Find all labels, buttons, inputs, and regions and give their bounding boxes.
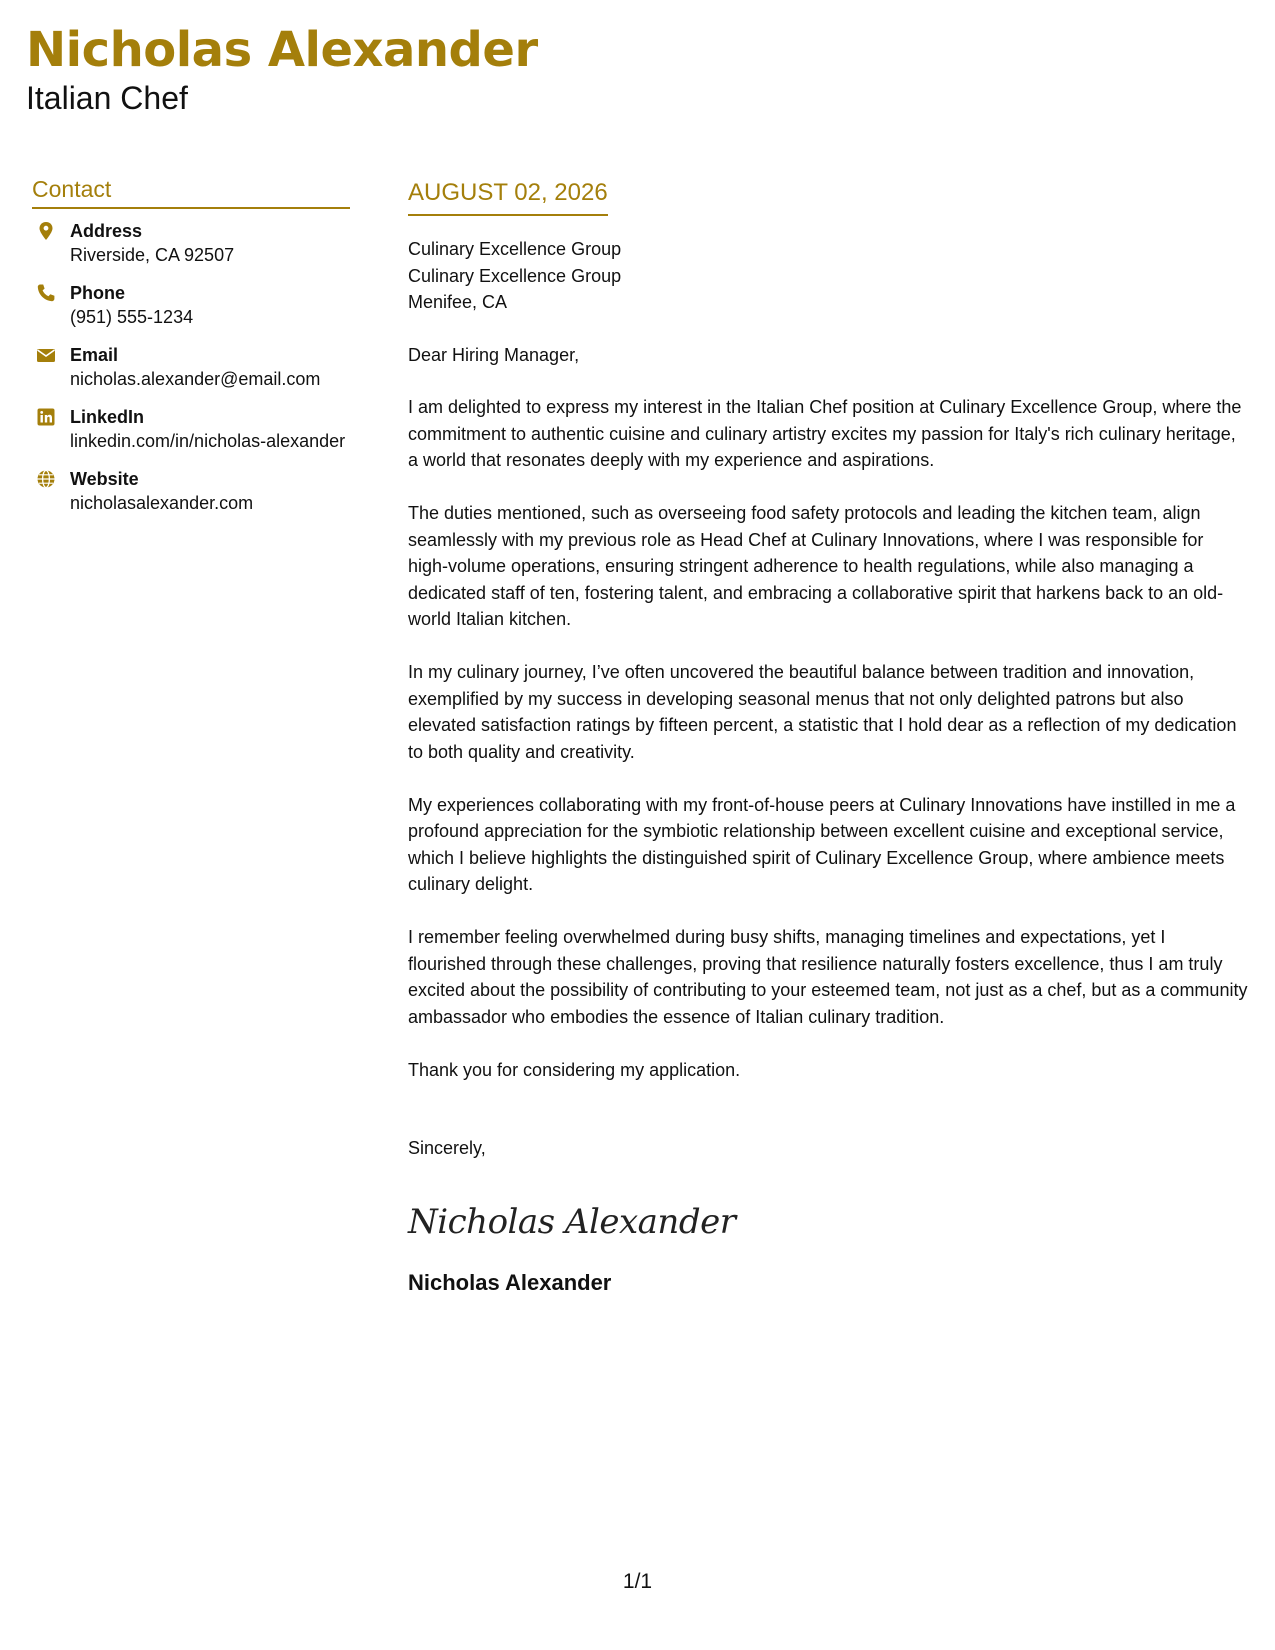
- body-paragraph: The duties mentioned, such as overseeing food safety protocols and leading the kitchen team, align seamlessly with my previous role as Head Chef at Culinary Innovations, where I was responsible for high-volume operations, ensuring stringent adherence to health regulations, while also managing a dedicated staff of ten, fostering talent, and embracing a collaborative spirit that harkens back to an old-world Italian kitchen.: [408, 503, 1224, 629]
- envelope-icon: [36, 345, 56, 365]
- contact-email: [32, 343, 350, 391]
- recipient-block: [408, 236, 1248, 316]
- body-paragraph: Thank you for considering my application.: [408, 1059, 741, 1080]
- map-pin-icon: [36, 221, 56, 241]
- recipient-line: Menifee, CA: [408, 292, 508, 312]
- body-paragraph: My experiences collaborating with my front-of-house peers at Culinary Innovations have instilled in me a profound appreciation for the symbiotic relationship between excellent cuisine and exceptional service, which I believe highlights the distinguished spirit of Culinary Excellence Group, where ambience meets culinary delight.: [408, 794, 1236, 894]
- contact-address: [32, 219, 350, 267]
- contact-label: Address: [70, 221, 143, 241]
- contact-value: linkedin.com/in/nicholas-alexander: [70, 431, 346, 451]
- contact-label: LinkedIn: [70, 407, 145, 427]
- contact-value: Riverside, CA 92507: [70, 245, 235, 265]
- body-paragraph: I am delighted to express my interest in the Italian Chef position at Culinary Excellence Group, where the commitment to authentic cuisine and culinary artistry excites my passion for Italy's rich culinary heritage, a world that resonates deeply with my experience and aspirations.: [408, 397, 1242, 470]
- globe-icon: [36, 469, 56, 489]
- greeting: Dear Hiring Manager,: [408, 344, 580, 365]
- contact-website: [32, 467, 350, 515]
- page-number: 1/1: [622, 1570, 653, 1593]
- contact-label: Email: [70, 345, 119, 365]
- contact-sidebar: [32, 176, 350, 529]
- phone-icon: [36, 283, 56, 303]
- job-title: Italian Chef: [26, 80, 188, 116]
- contact-linkedin: [32, 405, 350, 453]
- contact-heading: Contact: [32, 176, 350, 209]
- body-paragraph: In my culinary journey, I’ve often uncovered the beautiful balance between tradition and innovation, exemplified by my success in developing seasonal menus that not only delighted patrons but also elevated satisfaction ratings by fifteen percent, a statistic that I hold dear as a reflection of my dedication to both quality and creativity.: [408, 662, 1237, 762]
- linkedin-icon: [36, 407, 56, 427]
- letter-body: [408, 178, 1248, 1296]
- body-paragraph: I remember feeling overwhelmed during busy shifts, managing timelines and expectations, yet I flourished through these challenges, proving that resilience naturally fosters excellence, thus I am truly excited about the possibility of contributing to your esteemed team, not just as a chef, but as a community ambassador who embodies the essence of Italian culinary tradition.: [408, 927, 1248, 1027]
- contact-label: Website: [70, 469, 139, 489]
- handwritten-signature: Nicholas Alexander: [408, 1201, 736, 1242]
- recipient-line: Culinary Excellence Group: [408, 265, 622, 286]
- recipient-line: Culinary Excellence Group: [408, 239, 622, 259]
- contact-value: nicholas.alexander@email.com: [70, 369, 321, 389]
- applicant-name: Nicholas Alexander: [26, 22, 538, 78]
- contact-label: Phone: [70, 283, 126, 303]
- contact-value: nicholasalexander.com: [70, 493, 254, 513]
- contact-value: (951) 555-1234: [70, 307, 194, 327]
- letter-date: AUGUST 02, 2026: [408, 178, 608, 216]
- contact-phone: [32, 281, 350, 329]
- closing: Sincerely,: [408, 1138, 486, 1158]
- signed-name: Nicholas Alexander: [408, 1269, 612, 1295]
